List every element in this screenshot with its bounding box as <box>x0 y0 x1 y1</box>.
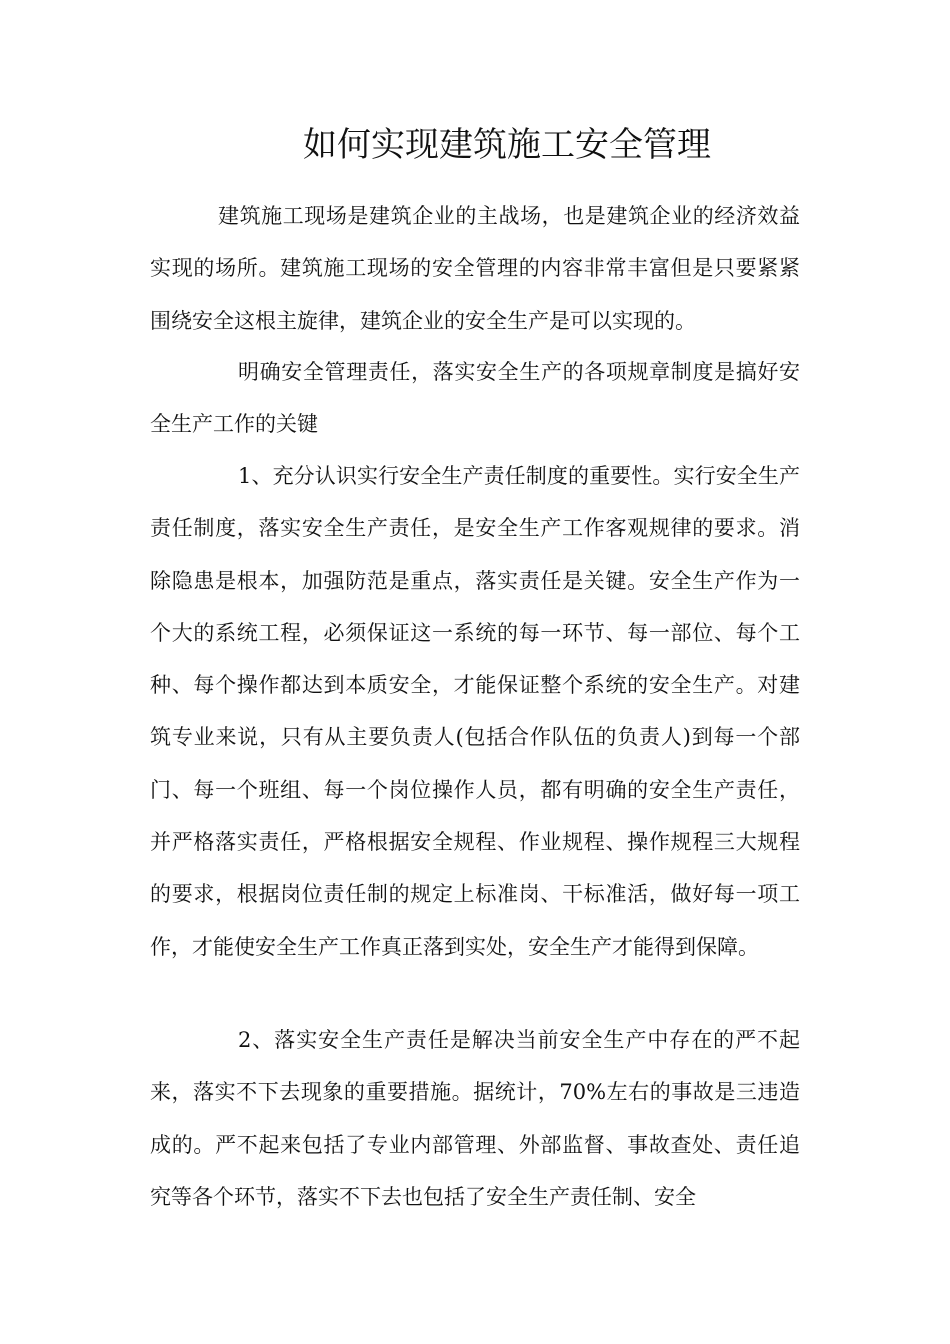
paragraph-intro: 建筑施工现场是建筑企业的主战场，也是建筑企业的经济效益实现的场所。建筑施工现场的安全管理的内容非常丰富但是只要紧紧围绕安全这根主旋律，建筑企业的安全生产是可以实现的。 <box>150 204 800 333</box>
paragraph-point-2: 2、落实安全生产责任是解决当前安全生产中存在的严不起来，落实不下去现象的重要措施。据统计，70%左右的事故是三违造成的。严不起来包括了专业内部管理、外部监督、事故查处、责任追究等各个环节，落实不下去也包括了安全生产责任制、安全 <box>150 1028 800 1209</box>
document-title: 如何实现建筑施工安全管理 <box>303 125 711 165</box>
paragraph-section-heading: 明确安全管理责任，落实安全生产的各项规章制度是搞好安全生产工作的关键 <box>150 360 800 437</box>
paragraph-point-1: 1、充分认识实行安全生产责任制度的重要性。实行安全生产责任制度，落实安全生产责任，是安全生产工作客观规律的要求。消除隐患是根本，加强防范是重点，落实责任是关键。安全生产作为一个大的系统工程，必须保证这一系统的每一环节、每一部位、每个工种、每个操作都达到本质安全，才能保证整个系统的安全生产。对建筑专业来说，只有从主要负责人(包括合作队伍的负责人)到每一个部门、每一个班组、每一个岗位操作人员，都有明确的安全生产责任，并严格落实责任，严格根据安全规程、作业规程、操作规程三大规程的要求，根据岗位责任制的规定上标准岗、干标准活，做好每一项工作，才能使安全生产工作真正落到实处，安全生产才能得到保障。 <box>150 464 800 959</box>
